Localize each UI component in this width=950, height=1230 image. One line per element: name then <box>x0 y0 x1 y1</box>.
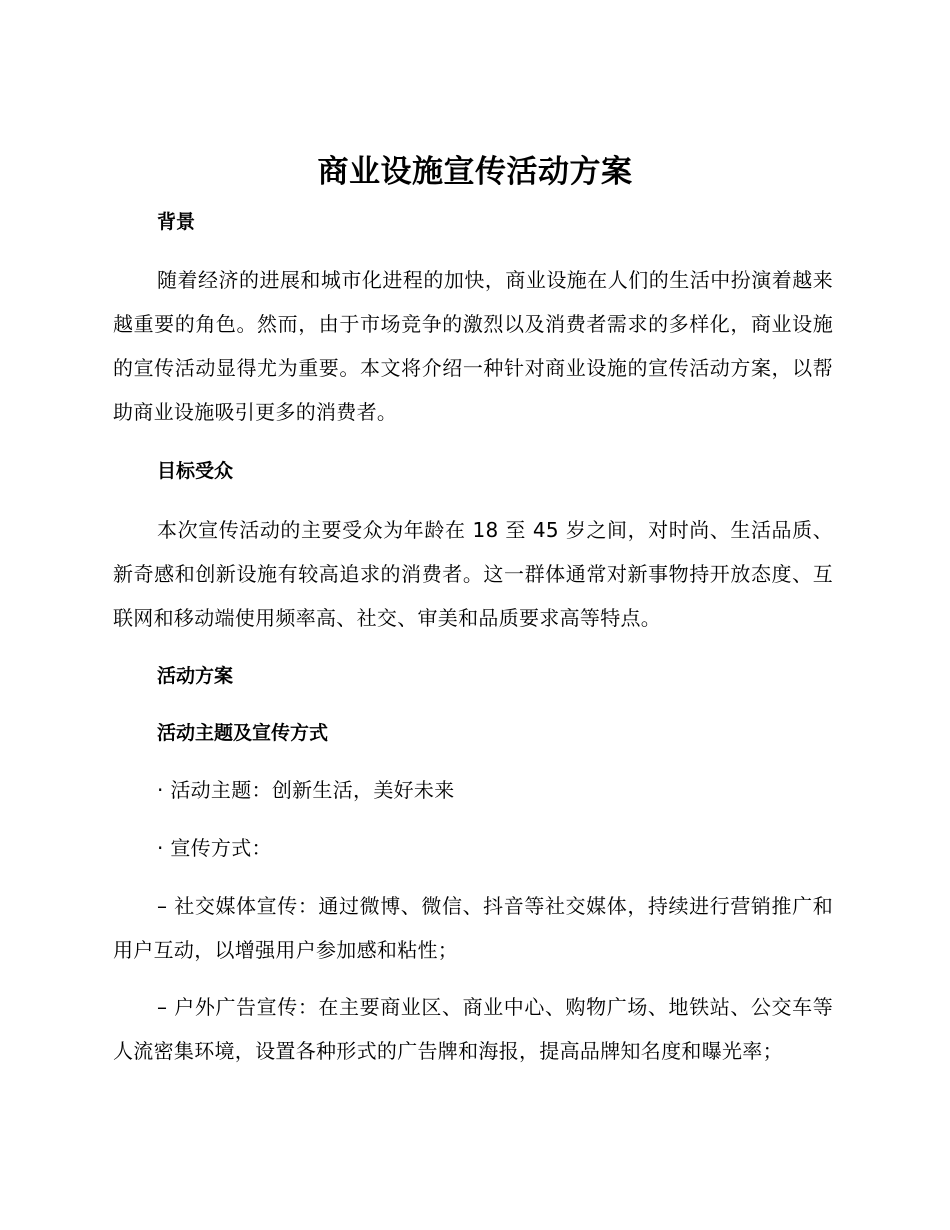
paragraph-outdoor: – 户外广告宣传：在主要商业区、商业中心、购物广场、地铁站、公交车等人流密集环境，设置各种形式的广告牌和海报，提高品牌知名度和曝光率； <box>113 995 833 1063</box>
document-title: 商业设施宣传活动方案 <box>317 154 633 190</box>
section-heading-plan: 活动方案 <box>157 665 234 687</box>
section-heading-background: 背景 <box>157 211 196 233</box>
section-heading-audience: 目标受众 <box>157 460 234 482</box>
list-item-methods: · 宣传方式： <box>157 836 272 860</box>
subsection-heading-theme-methods: 活动主题及宣传方式 <box>157 722 329 744</box>
list-item-theme: · 活动主题：创新生活，美好未来 <box>157 778 455 802</box>
paragraph-social-media: – 社交媒体宣传：通过微博、微信、抖音等社交媒体，持续进行营销推广和用户互动，以增强用户参加感和粘性； <box>113 894 833 962</box>
paragraph-audience: 本次宣传活动的主要受众为年龄在 18 至 45 岁之间，对时尚、生活品质、新奇感和创新设施有较高追求的消费者。这一群体通常对新事物持开放态度、互联网和移动端使用频率高、社交、审美和品质要求高等特点。 <box>113 518 833 630</box>
paragraph-background: 随着经济的进展和城市化进程的加快，商业设施在人们的生活中扮演着越来越重要的角色。然而，由于市场竞争的激烈以及消费者需求的多样化，商业设施的宣传活动显得尤为重要。本文将介绍一种针对商业设施的宣传活动方案，以帮助商业设施吸引更多的消费者。 <box>113 268 833 424</box>
